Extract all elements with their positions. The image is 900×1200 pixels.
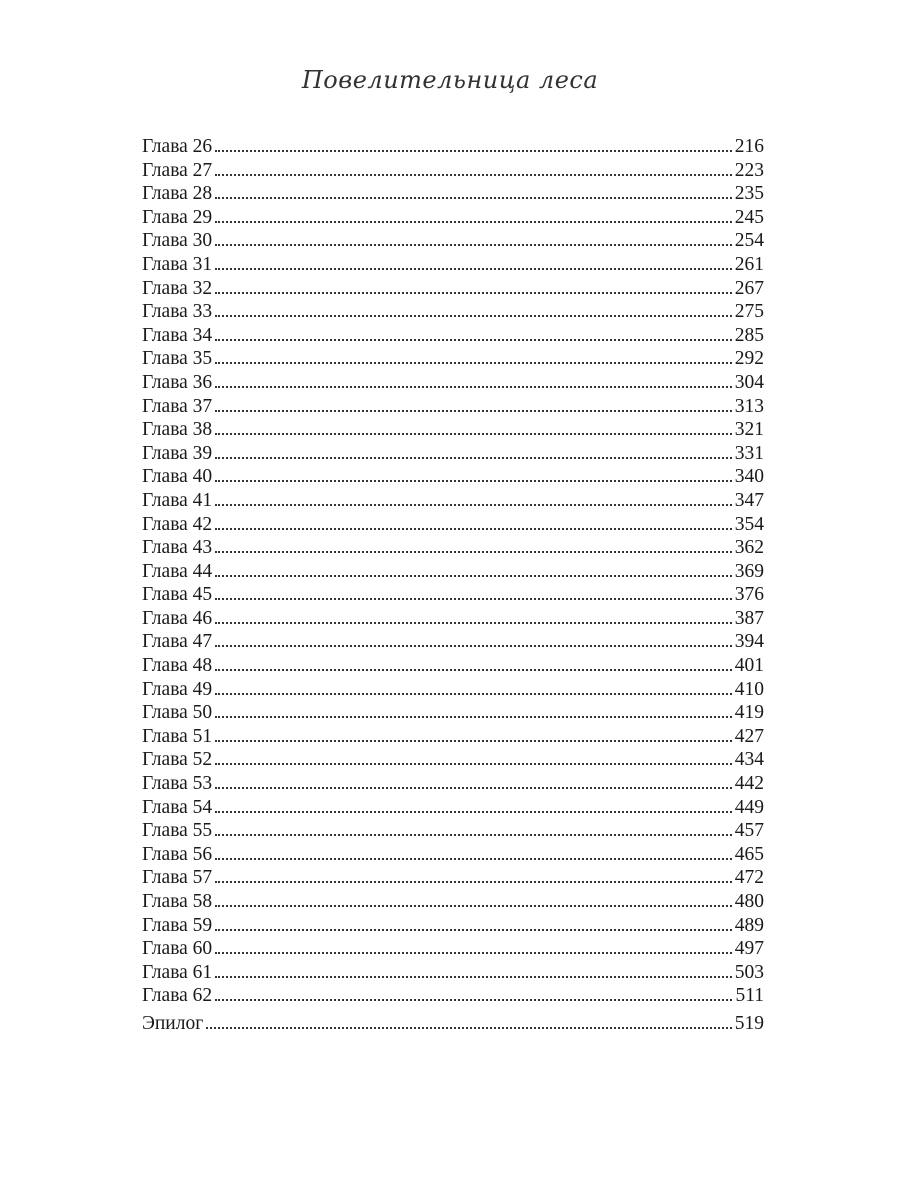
toc-entry: [142, 347, 764, 371]
toc-entry: [142, 253, 764, 277]
dot-leader: [215, 457, 732, 459]
toc-entry-page-number: 235: [734, 183, 764, 205]
dot-leader: [215, 292, 732, 294]
dot-leader: [215, 858, 732, 860]
toc-entry: [142, 748, 764, 772]
toc-entry-page-number: 497: [734, 938, 764, 960]
dot-leader: [215, 834, 732, 836]
toc-entry-page-number: 503: [734, 961, 764, 983]
toc-entry-page-number: 321: [734, 419, 764, 441]
toc-entry: [142, 300, 764, 324]
toc-entry-page-number: 434: [734, 749, 764, 771]
toc-entry-page-number: 419: [734, 702, 764, 724]
toc-entry-page-number: 354: [734, 513, 764, 535]
toc-entry-page-number: 261: [734, 253, 764, 275]
dot-leader: [215, 197, 732, 199]
toc-entry-page-number: 362: [734, 537, 764, 559]
dot-leader: [215, 999, 732, 1001]
dot-leader: [215, 740, 732, 742]
toc-entry: [142, 583, 764, 607]
toc-entry-title: Глава 36: [142, 371, 213, 393]
toc-entry-title: Глава 45: [142, 584, 213, 606]
toc-entry-title: Глава 39: [142, 442, 213, 464]
dot-leader: [215, 787, 732, 789]
toc-entry: [142, 961, 764, 985]
toc-entry: [142, 914, 764, 938]
dot-leader: [215, 693, 732, 695]
toc-entry-page-number: 369: [734, 560, 764, 582]
toc-entry-title: Глава 35: [142, 348, 213, 370]
toc-entry-title: Глава 37: [142, 395, 213, 417]
dot-leader: [215, 669, 732, 671]
toc-entry-page-number: 511: [735, 985, 764, 1007]
dot-leader: [215, 386, 732, 388]
toc-entry-page-number: 304: [734, 371, 764, 393]
dot-leader: [215, 575, 732, 577]
dot-leader: [215, 598, 732, 600]
toc-entry-title: Глава 55: [142, 820, 213, 842]
toc-entry-title: Глава 28: [142, 183, 213, 205]
dot-leader: [215, 174, 732, 176]
dot-leader: [215, 905, 732, 907]
toc-entry-page-number: 275: [734, 301, 764, 323]
dot-leader: [215, 315, 732, 317]
toc-entry: [142, 513, 764, 537]
dot-leader: [215, 221, 732, 223]
toc-entry-page-number: 331: [734, 442, 764, 464]
toc-entry-title: Глава 27: [142, 159, 213, 181]
toc-entry: [142, 890, 764, 914]
toc-entry-page-number: 457: [734, 820, 764, 842]
toc-entry: [142, 395, 764, 419]
toc-entry-title: Глава 38: [142, 419, 213, 441]
table-of-contents: [142, 135, 764, 1036]
toc-entry: [142, 465, 764, 489]
dot-leader: [215, 362, 732, 364]
toc-entry: [142, 324, 764, 348]
dot-leader: [215, 811, 732, 813]
toc-entry-title: Глава 33: [142, 301, 213, 323]
toc-entry-page-number: 267: [734, 277, 764, 299]
toc-entry-page-number: 376: [734, 584, 764, 606]
toc-entry-page-number: 465: [734, 843, 764, 865]
toc-entry: [142, 796, 764, 820]
toc-entry-page-number: 442: [734, 773, 764, 795]
toc-entry-page-number: 480: [734, 891, 764, 912]
dot-leader: [215, 410, 732, 412]
toc-entry-title: Глава 32: [142, 277, 213, 299]
dot-leader: [215, 433, 732, 435]
toc-entry-page-number: 292: [734, 348, 764, 370]
toc-entry-page-number: 489: [734, 914, 764, 936]
toc-entry: [142, 725, 764, 749]
toc-entry-title: Глава 44: [142, 560, 213, 582]
toc-entry-title: Глава 47: [142, 631, 213, 653]
running-head: Повелительница леса: [301, 66, 599, 94]
dot-leader: [215, 150, 732, 152]
toc-entry-title: Глава 46: [142, 607, 213, 629]
dot-leader: [206, 1027, 732, 1029]
toc-entry: [142, 984, 764, 1008]
dot-leader: [215, 763, 732, 765]
toc-entry-title: Глава 34: [142, 324, 213, 346]
dot-leader: [215, 929, 732, 931]
toc-entry-title: Глава 51: [142, 725, 213, 747]
dot-leader: [215, 622, 732, 624]
toc-entry: [142, 371, 764, 395]
toc-entry: [142, 229, 764, 253]
toc-entry-page-number: 410: [734, 678, 764, 700]
toc-entry-page-number: 387: [734, 607, 764, 629]
toc-entry-page-number: 216: [734, 136, 764, 157]
dot-leader: [215, 504, 732, 506]
toc-entry: [142, 866, 764, 890]
dot-leader: [215, 976, 732, 978]
toc-entry-title: Глава 58: [142, 891, 213, 912]
dot-leader: [215, 716, 732, 718]
toc-entry-page-number: 472: [734, 867, 764, 889]
toc-entry-title: Глава 48: [142, 655, 213, 677]
toc-entry: [142, 819, 764, 843]
toc-entry-title: Глава 49: [142, 678, 213, 700]
toc-entry: [142, 1012, 764, 1036]
toc-entry-title: Глава 52: [142, 749, 213, 771]
toc-entry: [142, 772, 764, 796]
toc-entry-title: Эпилог: [142, 1012, 204, 1034]
toc-entry-title: Глава 43: [142, 537, 213, 559]
toc-entry: [142, 654, 764, 678]
toc-entry: [142, 630, 764, 654]
toc-entry-page-number: 519: [734, 1012, 764, 1034]
toc-entry-title: Глава 54: [142, 796, 213, 818]
toc-entry-page-number: 427: [734, 725, 764, 747]
dot-leader: [215, 952, 732, 954]
toc-entry-title: Глава 60: [142, 938, 213, 960]
toc-entry-title: Глава 30: [142, 230, 213, 252]
toc-entry-page-number: 340: [734, 466, 764, 488]
toc-entry-title: Глава 62: [142, 985, 213, 1007]
toc-entry: [142, 159, 764, 183]
toc-entry: [142, 206, 764, 230]
toc-entry: [142, 442, 764, 466]
toc-entry: [142, 560, 764, 584]
dot-leader: [215, 480, 732, 482]
toc-entry-page-number: 347: [734, 489, 764, 511]
toc-entry-title: Глава 61: [142, 961, 213, 983]
toc-entry: [142, 135, 764, 159]
toc-entry-page-number: 245: [734, 206, 764, 228]
toc-entry: [142, 678, 764, 702]
toc-entry-page-number: 254: [734, 230, 764, 252]
toc-entry-title: Глава 40: [142, 466, 213, 488]
toc-entry: [142, 937, 764, 961]
toc-entry-title: Глава 41: [142, 489, 213, 511]
toc-entry: [142, 701, 764, 725]
toc-entry-page-number: 313: [734, 395, 764, 417]
dot-leader: [215, 244, 732, 246]
dot-leader: [215, 645, 732, 647]
dot-leader: [215, 268, 732, 270]
dot-leader: [215, 528, 732, 530]
toc-entry: [142, 607, 764, 631]
toc-entry: [142, 277, 764, 301]
toc-entry: [142, 182, 764, 206]
toc-entry-title: Глава 26: [142, 136, 213, 157]
toc-entry-page-number: 285: [734, 324, 764, 346]
toc-entry-title: Глава 53: [142, 773, 213, 795]
toc-entry: [142, 536, 764, 560]
toc-entry: [142, 489, 764, 513]
toc-entry-title: Глава 42: [142, 513, 213, 535]
toc-entry-title: Глава 31: [142, 253, 213, 275]
toc-entry: [142, 418, 764, 442]
toc-entry-title: Глава 56: [142, 843, 213, 865]
toc-entry: [142, 843, 764, 867]
toc-entry-page-number: 223: [734, 159, 764, 181]
dot-leader: [215, 551, 732, 553]
dot-leader: [215, 339, 732, 341]
toc-entry-title: Глава 59: [142, 914, 213, 936]
dot-leader: [215, 881, 732, 883]
toc-entry-title: Глава 50: [142, 702, 213, 724]
toc-entry-page-number: 401: [734, 655, 764, 677]
toc-entry-title: Глава 29: [142, 206, 213, 228]
toc-entry-title: Глава 57: [142, 867, 213, 889]
toc-entry-page-number: 449: [734, 796, 764, 818]
toc-entry-page-number: 394: [734, 631, 764, 653]
